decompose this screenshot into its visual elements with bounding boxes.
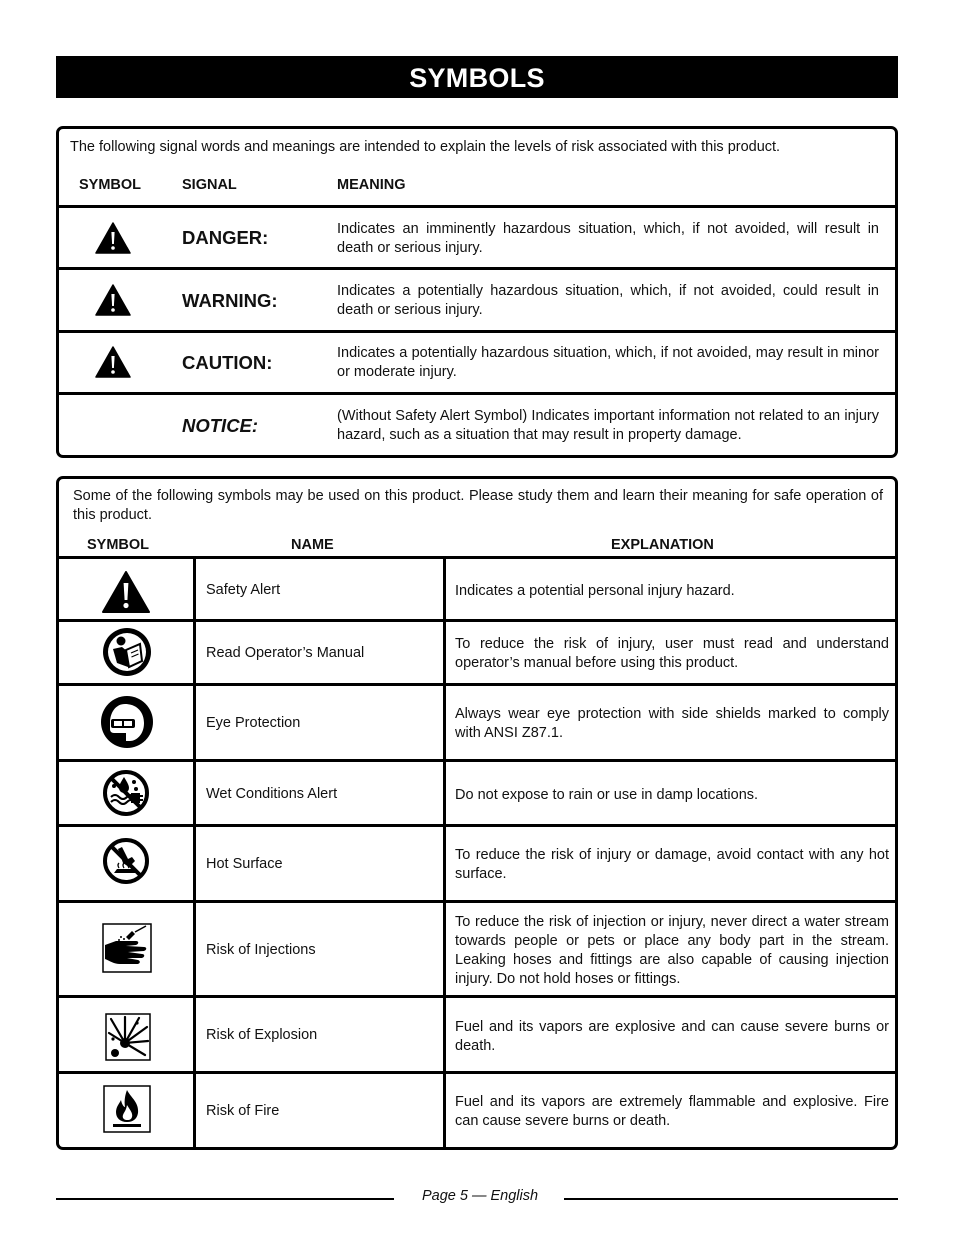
signal-meaning: (Without Safety Alert Symbol) Indicates important information not related to an injury hazard, such as a situation that may result in property damage. (337, 408, 879, 443)
divider (59, 205, 895, 208)
divider (59, 1071, 895, 1074)
symbol-explanation: Fuel and its vapors are extremely flammable and explosive. Fire can cause severe burns or death. (455, 1094, 889, 1129)
symbol-explanation: Fuel and its vapors are explosive and can cause severe burns or death. (455, 1019, 889, 1054)
signal-meaning: Indicates a potentially hazardous situation, which, if not avoided, may result in minor or moderate injury. (337, 345, 879, 380)
signal-intro: The following signal words and meanings are intended to explain the levels of risk associated with this product. (70, 139, 781, 155)
header-explanation: EXPLANATION (611, 537, 714, 553)
safety-alert-icon (95, 284, 131, 316)
risk-of-fire-icon (103, 1085, 151, 1133)
divider (59, 619, 895, 622)
symbols-intro: Some of the following symbols may be used on this product. Please study them and learn their meaning for safe operation of this product. (73, 488, 883, 523)
header-symbol: SYMBOL (79, 177, 142, 193)
divider (59, 759, 895, 762)
symbol-explanation: Do not expose to rain or use in damp locations. (455, 787, 759, 803)
symbol-name: Risk of Fire (206, 1103, 280, 1119)
footer-rule-right (564, 1198, 898, 1200)
symbol-name: Risk of Explosion (206, 1027, 318, 1043)
symbol-explanation: To reduce the risk of injury, user must read and understand operator’s manual before using this product. (455, 636, 889, 671)
symbol-explanation: To reduce the risk of injection or injury, never direct a water stream towards people or pets or place any body part in the stream. Leaking hoses and fittings are also capable of causing injection injury. Do not hold hoses or fittings. (455, 914, 889, 987)
header-signal: SIGNAL (182, 177, 237, 193)
divider (59, 995, 895, 998)
page-title: SYMBOLS (56, 56, 898, 98)
eye-protection-icon (100, 695, 154, 749)
divider (59, 330, 895, 333)
header-name: NAME (291, 537, 334, 553)
column-divider (443, 556, 446, 1147)
risk-of-injections-icon (102, 923, 152, 973)
divider (59, 556, 895, 559)
divider (59, 900, 895, 903)
divider (59, 824, 895, 827)
divider (59, 267, 895, 270)
symbol-name: Wet Conditions Alert (206, 786, 338, 802)
symbol-name: Read Operator’s Manual (206, 645, 365, 661)
safety-alert-icon (95, 222, 131, 254)
signal-word: WARNING: (182, 290, 278, 311)
read-manual-icon (102, 627, 152, 677)
page-footer: Page 5 — English (421, 1188, 539, 1204)
column-divider (193, 556, 196, 1147)
risk-of-explosion-icon (105, 1013, 151, 1061)
symbol-explanation: Indicates a potential personal injury hazard. (455, 583, 735, 599)
hot-surface-icon (102, 837, 150, 885)
divider (59, 683, 895, 686)
symbol-explanation: To reduce the risk of injury or damage, avoid contact with any hot surface. (455, 847, 889, 882)
header-meaning: MEANING (337, 177, 406, 193)
signal-word: DANGER: (182, 227, 269, 248)
wet-conditions-icon (102, 769, 150, 817)
signal-meaning: Indicates an imminently hazardous situation, which, if not avoided, will result in death or serious injury. (337, 221, 879, 256)
footer-rule-left (56, 1198, 394, 1200)
safety-alert-icon (101, 570, 151, 614)
signal-words-table (56, 126, 898, 458)
header-symbol: SYMBOL (87, 537, 150, 553)
symbol-name: Hot Surface (206, 856, 283, 872)
symbol-name: Safety Alert (206, 582, 281, 598)
safety-alert-icon (95, 346, 131, 378)
symbol-name: Risk of Injections (206, 942, 316, 958)
signal-meaning: Indicates a potentially hazardous situation, which, if not avoided, could result in death or serious injury. (337, 283, 879, 318)
divider (59, 392, 895, 395)
symbol-explanation: Always wear eye protection with side shields marked to comply with ANSI Z87.1. (455, 706, 889, 741)
symbol-name: Eye Protection (206, 715, 301, 731)
signal-word: CAUTION: (182, 352, 273, 373)
signal-word: NOTICE: (182, 415, 259, 436)
symbols-table (56, 476, 898, 1150)
